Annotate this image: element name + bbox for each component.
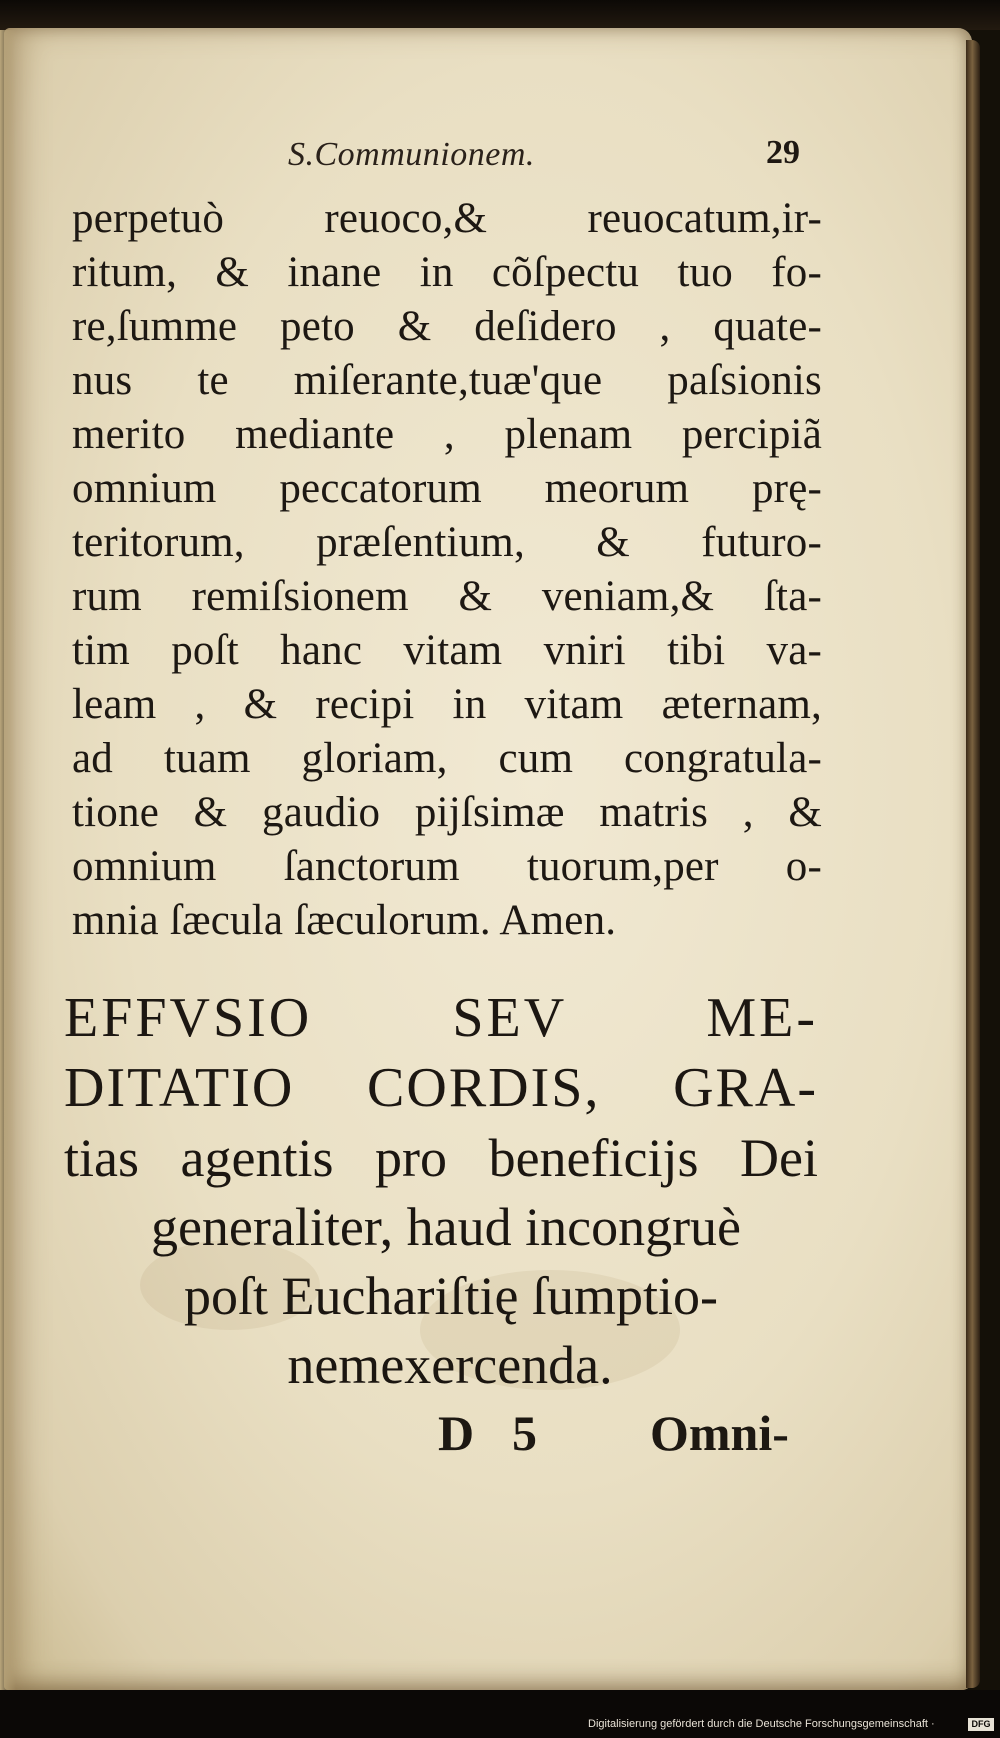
text-line: mnia ſæcula ſæculorum. Amen. <box>72 897 617 944</box>
scan-bottom-edge <box>0 1690 1000 1738</box>
page-number: 29 <box>766 134 800 171</box>
text-line: leam , & recipi in vitam æternam, <box>72 681 822 728</box>
heading-line: nemexercenda. <box>287 1335 613 1395</box>
heading-line: EFFVSIO SEV ME- <box>64 987 818 1049</box>
text-line: re,ſumme peto & deſidero , quate- <box>72 303 822 350</box>
signature-number: 5 <box>512 1405 537 1461</box>
text-line: teritorum, præſentium, & futuro- <box>72 519 822 566</box>
page-edge <box>966 40 980 1688</box>
text-line: nus te miſerante,tuæ'que paſsionis <box>72 357 822 404</box>
heading-line: poſt Euchariſtię ſumptio- <box>184 1266 718 1326</box>
digitization-credit: Digitalisierung gefördert durch die Deutsche Forschungsgemeinschaft · <box>588 1718 935 1730</box>
running-title: S.Communionem. <box>288 136 535 173</box>
text-line: ritum, & inane in cõſpectu tuo fo- <box>72 249 822 296</box>
page-gutter <box>0 30 16 1690</box>
signature-mark: D <box>438 1405 475 1461</box>
dfg-logo: DFG <box>968 1718 994 1731</box>
text-line: ad tuam gloriam, cum congratula- <box>72 735 822 782</box>
text-line: omnium ſanctorum tuorum,per o- <box>72 843 822 890</box>
text-line: merito mediante , plenam percipiã <box>72 411 822 458</box>
text-line: perpetuò reuoco,& reuocatum,ir- <box>72 195 822 242</box>
text-line: tim poſt hanc vitam vniri tibi va- <box>72 627 822 674</box>
heading-line: DITATIO CORDIS, GRA- <box>64 1057 818 1119</box>
scan-top-edge <box>0 0 1000 30</box>
text-line: tione & gaudio pijſsimæ matris , & <box>72 789 822 836</box>
heading-line: tias agentis pro beneficijs Dei <box>64 1128 818 1188</box>
text-line: rum remiſsionem & veniam,& ſta- <box>72 573 822 620</box>
heading-line: generaliter, haud incongruè <box>150 1197 742 1257</box>
catchword: Omni- <box>650 1405 789 1461</box>
text-line: omnium peccatorum meorum prę- <box>72 465 822 512</box>
body-text <box>72 192 822 948</box>
